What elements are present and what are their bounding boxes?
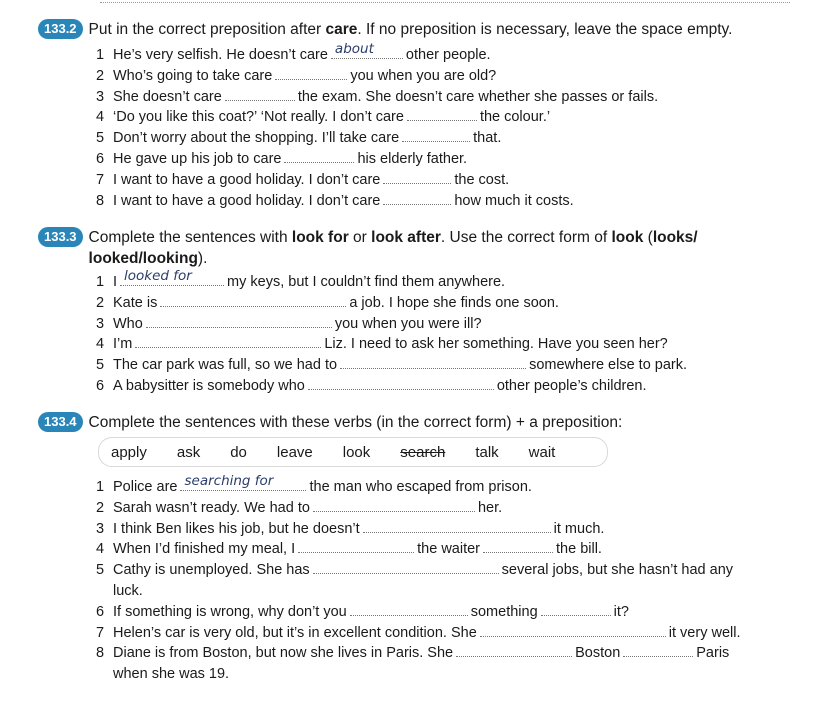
answer-blank[interactable] — [225, 87, 295, 101]
answer-blank[interactable] — [456, 643, 572, 657]
item-number: 4 — [96, 541, 105, 558]
answer-blank[interactable] — [407, 107, 477, 121]
verb-talk: talk — [475, 443, 499, 461]
item-number: 7 — [96, 171, 105, 188]
answer-blank[interactable] — [160, 293, 346, 307]
answer-blank[interactable] — [146, 314, 332, 328]
list-item: 8 I want to have a good holiday. I don’t care how much it costs. — [96, 191, 816, 212]
answer-blank[interactable] — [350, 602, 468, 616]
list-item: 3 She doesn’t care the exam. She doesn’t care whether she passes or fails. — [96, 87, 816, 108]
list-item: 7 I want to have a good holiday. I don’t care the cost. — [96, 170, 816, 191]
answer-blank[interactable] — [298, 539, 414, 553]
list-item: 6 If something is wrong, why don’t you something it? — [96, 602, 816, 623]
verb-do: do — [230, 443, 247, 461]
item-number: 6 — [96, 150, 105, 167]
list-item: 5 Don’t worry about the shopping. I’ll take care that. — [96, 128, 816, 149]
item-number: 2 — [96, 67, 105, 84]
answer-blank[interactable] — [541, 602, 611, 616]
list-item: 5 Cathy is unemployed. She has several jobs, but she hasn’t had any luck. — [96, 560, 816, 602]
exercise-133-4-list — [96, 473, 816, 685]
answer-blank[interactable] — [363, 519, 551, 533]
item-number: 3 — [96, 520, 105, 537]
instruction-text: . If no preposition is necessary, leave the space empty. — [357, 21, 733, 38]
verb-search: search — [400, 443, 446, 461]
item-number: 4 — [96, 336, 105, 353]
item-number: 3 — [96, 88, 105, 105]
exercise-133-2-list — [96, 41, 816, 211]
answer-blank[interactable] — [402, 128, 470, 142]
list-item: 3 Who you when you were ill? — [96, 314, 816, 335]
item-number: 7 — [96, 624, 105, 641]
item-number: 1 — [96, 47, 105, 63]
item-number: 5 — [96, 357, 105, 374]
answer-blank[interactable] — [308, 376, 494, 390]
verb-leave: leave — [276, 443, 313, 461]
item-number: 6 — [96, 603, 105, 620]
instruction-bold: care — [325, 21, 358, 38]
item-number: 2 — [96, 294, 105, 311]
list-item: 6 He gave up his job to care his elderly father. — [96, 149, 816, 170]
exercise-133-2-header — [38, 19, 818, 40]
item-number: 5 — [96, 562, 105, 579]
list-item: 4 When I’d finished my meal, I the waiter the bill. — [96, 539, 816, 560]
item-number: 3 — [96, 315, 105, 332]
list-item: 1 He’s very selfish. He doesn’t care about other people. — [96, 45, 816, 66]
verb-box — [98, 437, 608, 467]
answer-blank[interactable] — [120, 268, 224, 286]
answer-blank[interactable] — [180, 473, 306, 491]
item-number: 2 — [96, 499, 105, 516]
handwritten-answer: about — [334, 41, 374, 58]
exercise-instruction: Complete the sentences with these verbs (in the correct form) + a preposition: — [88, 414, 623, 431]
exercise-133-3-list — [96, 268, 816, 397]
list-item: 3 I think Ben likes his job, but he doesn’t it much. — [96, 519, 816, 540]
exercise-instruction — [89, 19, 733, 40]
exercise-133-3-header — [38, 227, 758, 269]
answer-blank[interactable] — [483, 539, 553, 553]
list-item: 2 Who’s going to take care you when you are old? — [96, 66, 816, 87]
item-number: 8 — [96, 645, 105, 662]
handwritten-answer: looked for — [124, 268, 192, 285]
verb-ask: ask — [176, 443, 201, 461]
answer-blank[interactable] — [284, 149, 354, 163]
list-item: 6 A babysitter is somebody who other people’s children. — [96, 376, 816, 397]
instruction-text: Put in the correct preposition after — [88, 21, 326, 38]
answer-blank[interactable] — [135, 334, 321, 348]
answer-blank[interactable] — [331, 41, 403, 59]
exercise-number-badge: 133.3 — [38, 227, 83, 247]
answer-blank[interactable] — [480, 623, 666, 637]
list-item: 2 Kate is a job. I hope she finds one soon. — [96, 293, 816, 314]
answer-blank[interactable] — [383, 170, 451, 184]
item-number: 8 — [96, 192, 105, 209]
exercise-number-badge: 133.4 — [38, 412, 83, 432]
item-number: 1 — [96, 479, 105, 495]
item-number: 6 — [96, 377, 105, 394]
verb-look: look — [342, 443, 371, 461]
answer-blank[interactable] — [313, 560, 499, 574]
answer-blank[interactable] — [383, 191, 451, 205]
exercise-instruction: Complete the sentences with look for or look after. Use the correct form of look (looks/ looked/looking). — [88, 229, 698, 267]
list-item: 1 Police are searching for the man who escaped from prison. — [96, 477, 816, 498]
exercise-number-badge: 133.2 — [38, 19, 83, 39]
list-item: 2 Sarah wasn’t ready. We had to her. — [96, 498, 816, 519]
item-number: 4 — [96, 109, 105, 126]
item-number: 5 — [96, 130, 105, 147]
verb-wait: wait — [528, 443, 556, 461]
item-number: 1 — [96, 274, 105, 290]
list-item: 1 I looked for my keys, but I couldn’t find them anywhere. — [96, 272, 816, 293]
answer-blank[interactable] — [340, 355, 526, 369]
exercise-133-4-header — [38, 412, 818, 433]
list-item: 5 The car park was full, so we had to somewhere else to park. — [96, 355, 816, 376]
list-item: 7 Helen’s car is very old, but it’s in excellent condition. She it very well. — [96, 623, 816, 644]
answer-blank[interactable] — [275, 66, 347, 80]
list-item: 8 Diane is from Boston, but now she lives in Paris. She Boston Paris when she was 19. — [96, 643, 816, 685]
verb-apply: apply — [111, 443, 147, 461]
list-item: 4 ‘Do you like this coat?’ ‘Not really. I don’t care the colour.’ — [96, 107, 816, 128]
answer-blank[interactable] — [313, 498, 475, 512]
handwritten-answer: searching for — [184, 473, 274, 490]
list-item: 4 I’m Liz. I need to ask her something. Have you seen her? — [96, 334, 816, 355]
answer-blank[interactable] — [623, 643, 693, 657]
top-divider — [100, 2, 790, 3]
